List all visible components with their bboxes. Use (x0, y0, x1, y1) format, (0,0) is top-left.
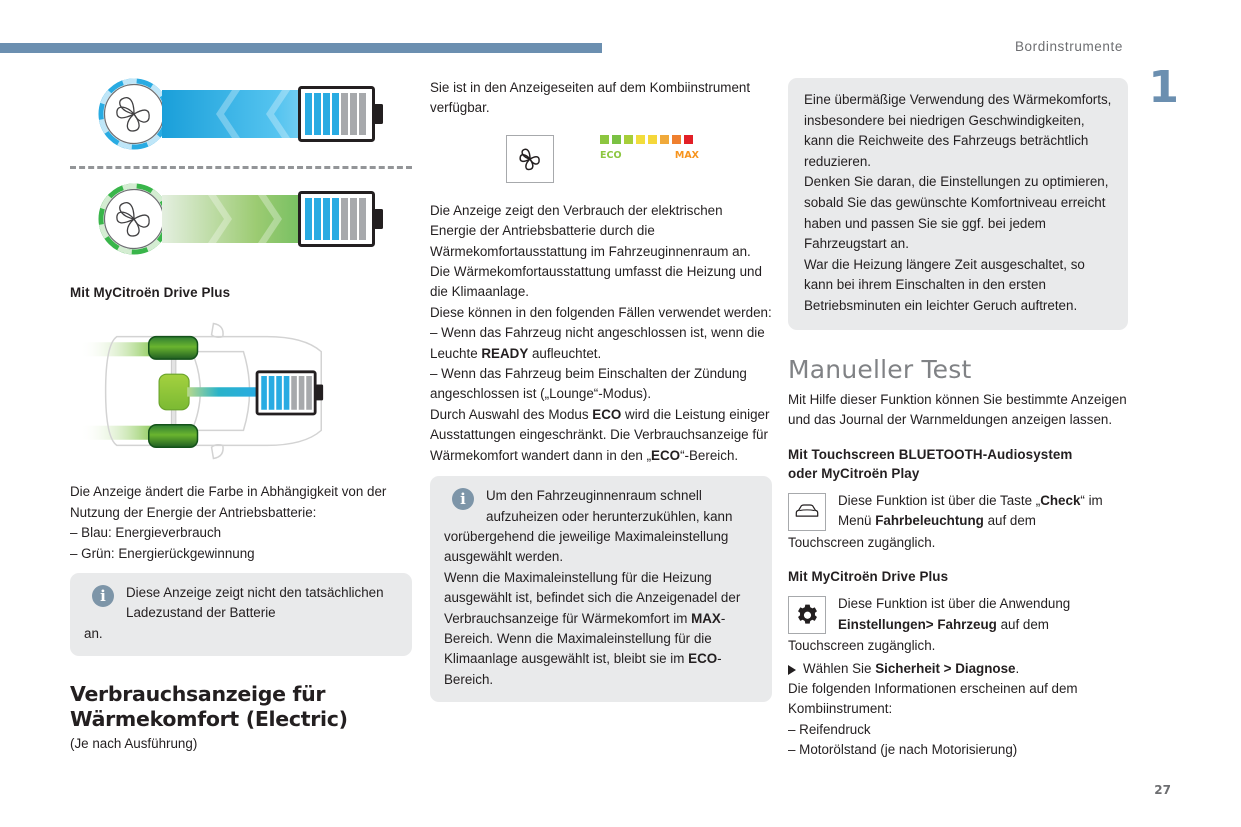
chapter-number: 1 (1148, 62, 1179, 113)
fan-ring-blue-icon (98, 78, 170, 150)
eco-max-gauge (600, 135, 699, 166)
warnbox-paragraph-1: Eine übermäßige Verwendung des Wärmekomforts, insbesondere bei niedrigen Geschwindigkeiten, kann die Reichweite des Fahrzeugs beträchtlich reduzieren. (804, 92, 1112, 169)
gauge-segment-8 (684, 135, 693, 144)
left-column (70, 78, 412, 755)
gauge-segment-1 (600, 135, 609, 144)
mid-bullet-1-post: aufleuchtet. (528, 345, 602, 361)
page-title-line2: Wärmekomfort (Electric) (70, 707, 348, 732)
right-paragraph-1: Mit Hilfe dieser Funktion können Sie bestimmte Anzeigen und das Journal der Warnmeldungen anzeigen lassen. (788, 391, 1127, 428)
block-check-mid: “ im Menü (838, 492, 1103, 529)
block-settings-rest: Touchscreen zugänglich. (788, 638, 936, 654)
infobox-charge-state-text: Diese Anzeige zeigt nicht den tatsächlichen Ladezustand der Batterie (126, 585, 384, 621)
subhead-drive-plus: Mit MyCitroën Drive Plus (788, 569, 949, 585)
infobox-charge-state (70, 573, 412, 656)
warnbox-paragraph-2: Denken Sie daran, die Einstellungen zu optimieren, sobald Sie das gewünschte Komfortniveau erreicht haben und passen Sie sie ggf. bei jedem Fahrzeugstart an. (804, 174, 1109, 252)
action-select-diagnose (788, 659, 1128, 679)
mid-bullet-1-pre: – Wenn das Fahrzeug nicht angeschlossen ist, wenn die Leuchte (430, 325, 765, 361)
block-settings-post: auf dem (996, 616, 1049, 632)
infobox-p2-pre: Wenn die Maximaleinstellung für die Heizung ausgewählt ist, befindet sich die Anzeigenadel der Verbrauchsanzeige für Wärmekomfort im (444, 569, 741, 626)
infobox-max-setting (430, 476, 772, 702)
section-title-manueller-test: Manueller Test (788, 354, 972, 384)
gear-icon-box (788, 596, 826, 634)
action-post: . (1015, 660, 1020, 676)
mid-bullet-2: – Wenn das Fahrzeug beim Einschalten der Zündung angeschlossen ist („Lounge“-Modus). (430, 366, 747, 402)
action-pre: Wählen Sie (803, 660, 876, 676)
gauge-segment-2 (612, 135, 621, 144)
left-paragraph-1: Die Anzeige ändert die Farbe in Abhängigkeit von der Nutzung der Energie der Antriebsbatterie: (70, 484, 387, 520)
block-check-bold: Check (1040, 492, 1081, 508)
page-header-title: Bordinstrumente (1014, 39, 1123, 54)
subhead-touchscreen-bluetooth-line2: oder MyCitroën Play (788, 465, 920, 481)
infobox-max-setting-p2 (444, 568, 758, 690)
gauge-segment-6 (660, 135, 669, 144)
car-top-view-svg (70, 316, 370, 466)
mid-paragraph-2: Die Anzeige zeigt den Verbrauch der elektrischen Energie der Antriebsbatterie durch die Wärmekomfortausstattung im Fahrzeuginnenraum an. (430, 202, 751, 259)
infobox-charge-state-rest: an. (84, 625, 103, 641)
right-column (788, 78, 1128, 761)
block-settings-bold: Einstellungen> Fahrzeug (838, 616, 997, 632)
gauge-segments (600, 135, 699, 144)
illustration-car-energy-recovery (70, 316, 412, 472)
left-bullet-2: – Grün: Energierückgewinnung (70, 545, 255, 561)
page-title-line1: Verbrauchsanzeige für (70, 682, 326, 707)
mid-p5-bold2: ECO (651, 447, 681, 463)
page-number: 27 (1154, 783, 1171, 797)
illustration-fan-flow-green (70, 183, 412, 255)
right-paragraph-2: Die folgenden Informationen erscheinen auf dem Kombiinstrument: (788, 680, 1078, 717)
mid-bullet-1-bold: READY (481, 345, 529, 361)
mid-bullet-1 (430, 323, 772, 364)
block-check-post: auf dem (983, 513, 1036, 529)
info-icon: i (92, 585, 114, 607)
page-title-subtitle: (Je nach Ausführung) (70, 736, 198, 752)
fan-icon (515, 144, 545, 174)
fan-gauge-group (506, 135, 772, 183)
infobox-p2-bold: MAX (691, 610, 721, 626)
mid-p5-post: “-Bereich. (680, 447, 739, 463)
arrow-right-icon (788, 665, 796, 675)
info-icon: i (452, 488, 474, 510)
right-bullet-2: – Motorölstand (je nach Motorisierung) (788, 742, 1018, 758)
mid-paragraph-1: Sie ist in den Anzeigeseiten auf dem Kombiinstrument verfügbar. (430, 80, 751, 116)
car-front-icon-box (788, 493, 826, 531)
action-select-diagnose-text (803, 659, 1019, 679)
block-check-pre: Diese Funktion ist über die Taste „ (838, 492, 1041, 508)
car-front-icon (794, 502, 820, 521)
illustration-fan-flow-blue (70, 78, 412, 150)
left-bullet-1: – Blau: Energieverbrauch (70, 525, 222, 541)
block-settings-pre: Diese Funktion ist über die Anwendung (838, 596, 1071, 612)
gauge-label-max: MAX (674, 149, 699, 161)
infobox-max-setting-rest: vorübergehend die jeweilige Maximaleinstellung ausgewählt werden. (444, 528, 729, 565)
warning-box-heat-usage (788, 78, 1128, 330)
mid-p5-pre: Durch Auswahl des Modus (430, 406, 593, 422)
header-rule (0, 43, 602, 53)
subhead-touchscreen-bluetooth-line1: Mit Touchscreen BLUETOOTH-Audiosystem (788, 446, 1073, 462)
gauge-segment-3 (624, 135, 633, 144)
block-settings-menu (788, 594, 1128, 636)
infobox-p2-mid: -Bereich. Wenn die Maximaleinstellung für die Klimaanlage ausgewählt ist, bleibt sie im (444, 610, 726, 667)
infobox-p2-bold2: ECO (688, 651, 718, 667)
block-check-bold2: Fahrbeleuchtung (875, 513, 984, 529)
caption-drive-plus: Mit MyCitroën Drive Plus (70, 285, 231, 300)
middle-column (430, 78, 772, 702)
gauge-segment-5 (648, 135, 657, 144)
mid-paragraph-5 (430, 405, 772, 466)
gauge-labels (600, 146, 699, 166)
fan-glyph-box (506, 135, 554, 183)
gauge-segment-4 (636, 135, 645, 144)
block-check-rest: Touchscreen zugänglich. (788, 534, 936, 550)
mid-p5-bold: ECO (592, 406, 622, 422)
infobox-p2-post: -Bereich. (444, 651, 722, 687)
warnbox-paragraph-3: War die Heizung längere Zeit ausgeschaltet, so kann bei ihrem Einschalten in den ersten Betriebsminuten ein leichter Geruch auftreten. (804, 256, 1085, 313)
battery-indicator-blue (298, 86, 384, 142)
illustration-divider (70, 166, 412, 169)
gauge-label-eco: ECO (600, 149, 622, 161)
action-bold: Sicherheit > Diagnose (875, 660, 1016, 676)
block-check-menu (788, 491, 1128, 533)
infobox-max-setting-indent: Um den Fahrzeuginnenraum schnell aufzuheizen oder herunterzukühlen, kann (486, 488, 733, 524)
gauge-segment-7 (672, 135, 681, 144)
battery-indicator-green (298, 191, 384, 247)
mid-p5-mid: wird die Leistung einiger Ausstattungen eingeschränkt. Die Verbrauchsanzeige für Wärmekomfort wandert dann in den „ (430, 406, 770, 463)
gear-icon (795, 603, 820, 628)
mid-paragraph-3: Die Wärmekomfortausstattung umfasst die Heizung und die Klimaanlage. (430, 264, 762, 300)
fan-ring-green-icon (98, 183, 170, 255)
right-bullet-1: – Reifendruck (788, 721, 871, 737)
mid-paragraph-4: Diese können in den folgenden Fällen verwendet werden: (430, 304, 772, 320)
